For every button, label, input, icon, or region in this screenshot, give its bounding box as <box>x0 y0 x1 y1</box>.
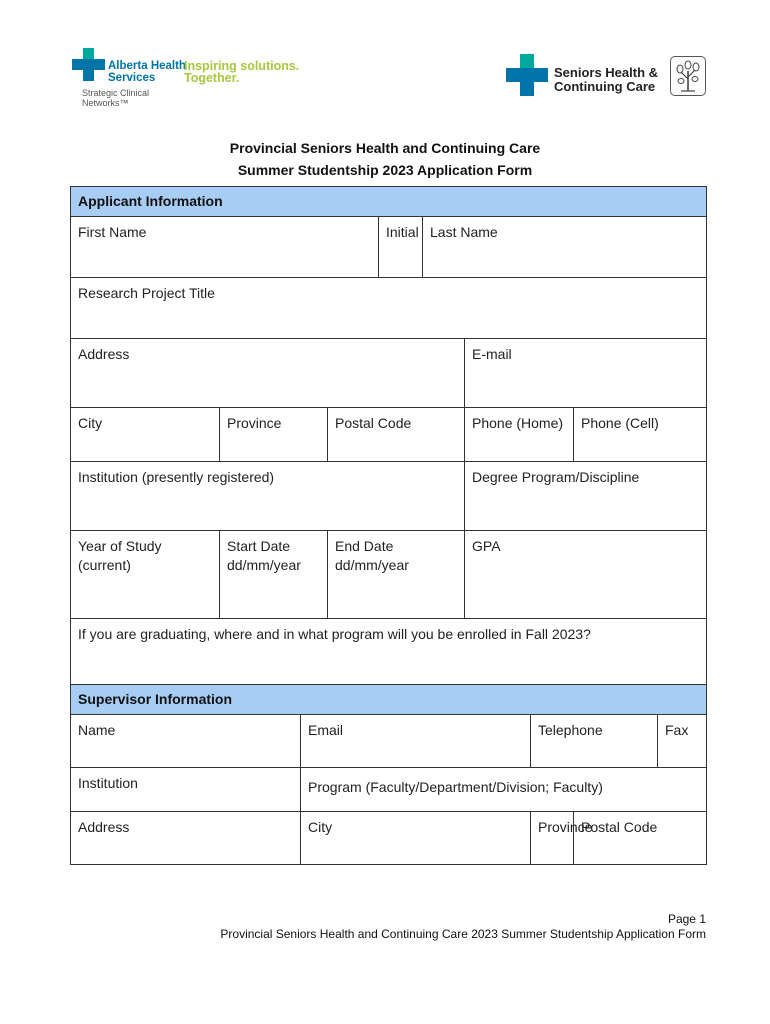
supervisor-city-label: City <box>308 819 333 835</box>
supervisor-section-header: Supervisor Information <box>71 685 707 715</box>
supervisor-fax-field[interactable] <box>658 715 707 768</box>
supervisor-city-field[interactable] <box>301 812 531 865</box>
supervisor-postal-code-label: Postal Code <box>581 819 658 835</box>
supervisor-province-label: Province <box>538 819 593 835</box>
supervisor-institution-field[interactable] <box>71 768 301 812</box>
footer-document-title: Provincial Seniors Health and Continuing Care 2023 Summer Studentship Application Form <box>220 927 706 941</box>
city-field[interactable] <box>71 408 220 462</box>
research-project-title-label: Research Project Title <box>78 285 215 301</box>
ahs-sub-line2: Networks™ <box>82 98 129 108</box>
shcc-name <box>554 66 658 94</box>
supervisor-telephone-field[interactable] <box>531 715 658 768</box>
supervisor-institution-label: Institution <box>78 775 138 791</box>
postal-code-field[interactable] <box>328 408 465 462</box>
gpa-field[interactable] <box>465 531 707 619</box>
graduating-program-field[interactable] <box>71 619 707 685</box>
initial-label: Initial <box>386 224 419 240</box>
start-date-format: dd/mm/year <box>227 557 301 573</box>
institution-label: Institution (presently registered) <box>78 469 275 485</box>
supervisor-name-field[interactable] <box>71 715 301 768</box>
postal-code-label: Postal Code <box>335 415 412 431</box>
supervisor-address-label: Address <box>78 819 130 835</box>
city-label: City <box>78 415 103 431</box>
supervisor-address-field[interactable] <box>71 812 301 865</box>
supervisor-program-field[interactable] <box>301 768 707 812</box>
ahs-tagline-line2: Together. <box>184 71 240 85</box>
institution-field[interactable] <box>71 462 465 531</box>
graduating-program-label: If you are graduating, where and in what program will you be enrolled in Fall 2023? <box>78 626 591 642</box>
initial-field[interactable] <box>379 217 423 278</box>
end-date-field[interactable] <box>328 531 465 619</box>
supervisor-postal-code-field[interactable] <box>574 812 707 865</box>
supervisor-email-field[interactable] <box>301 715 531 768</box>
gpa-label: GPA <box>472 538 501 554</box>
email-label: E-mail <box>472 346 512 362</box>
ahs-logo <box>72 48 312 112</box>
year-of-study-sublabel: (current) <box>78 557 131 573</box>
first-name-field[interactable] <box>71 217 379 278</box>
phone-cell-field[interactable] <box>574 408 707 462</box>
end-date-label: End Date <box>335 538 394 554</box>
tree-icon <box>670 56 706 96</box>
last-name-label: Last Name <box>430 224 498 240</box>
application-form-table <box>70 186 707 865</box>
shcc-logo <box>506 54 706 100</box>
ahs-sub-line1: Strategic Clinical <box>82 88 150 98</box>
document-title-line1: Provincial Seniors Health and Continuing Care <box>229 140 541 156</box>
email-field[interactable] <box>465 339 707 408</box>
supervisor-name-label: Name <box>78 722 116 738</box>
page-number: Page 1 <box>667 912 706 926</box>
ahs-name <box>108 60 186 84</box>
address-label: Address <box>78 346 130 362</box>
ahs-cross-icon <box>72 48 106 82</box>
applicant-section-header: Applicant Information <box>71 187 707 217</box>
degree-program-label: Degree Program/Discipline <box>472 469 640 485</box>
first-name-label: First Name <box>78 224 147 240</box>
province-field[interactable] <box>220 408 328 462</box>
end-date-format: dd/mm/year <box>335 557 409 573</box>
shcc-name-line2: Continuing Care <box>554 79 656 94</box>
document-title-line2: Summer Studentship 2023 Application Form <box>237 162 533 178</box>
year-of-study-field[interactable] <box>71 531 220 619</box>
supervisor-program-label: Program (Faculty/Department/Division; Faculty) <box>308 779 603 795</box>
ahs-name-line1: Alberta Health <box>108 60 186 72</box>
degree-program-field[interactable] <box>465 462 707 531</box>
ahs-name-line2: Services <box>108 72 156 84</box>
supervisor-province-field[interactable] <box>531 812 593 865</box>
phone-home-label: Phone (Home) <box>472 415 564 431</box>
supervisor-fax-label: Fax <box>665 722 689 738</box>
shcc-name-line1: Seniors Health & <box>554 65 659 80</box>
shcc-cross-icon <box>506 54 548 96</box>
last-name-field[interactable] <box>423 217 707 278</box>
supervisor-email-label: Email <box>308 722 344 738</box>
start-date-field[interactable] <box>220 531 328 619</box>
ahs-tagline <box>184 60 299 84</box>
province-label: Province <box>227 415 282 431</box>
phone-home-field[interactable] <box>465 408 574 462</box>
ahs-subtitle <box>82 88 149 108</box>
start-date-label: Start Date <box>227 538 291 554</box>
year-of-study-label: Year of Study <box>78 538 162 554</box>
address-field[interactable] <box>71 339 465 408</box>
ahs-tagline-line1: Inspiring solutions. <box>184 59 300 73</box>
research-project-title-field[interactable] <box>71 278 707 339</box>
supervisor-telephone-label: Telephone <box>538 722 603 738</box>
phone-cell-label: Phone (Cell) <box>581 415 659 431</box>
